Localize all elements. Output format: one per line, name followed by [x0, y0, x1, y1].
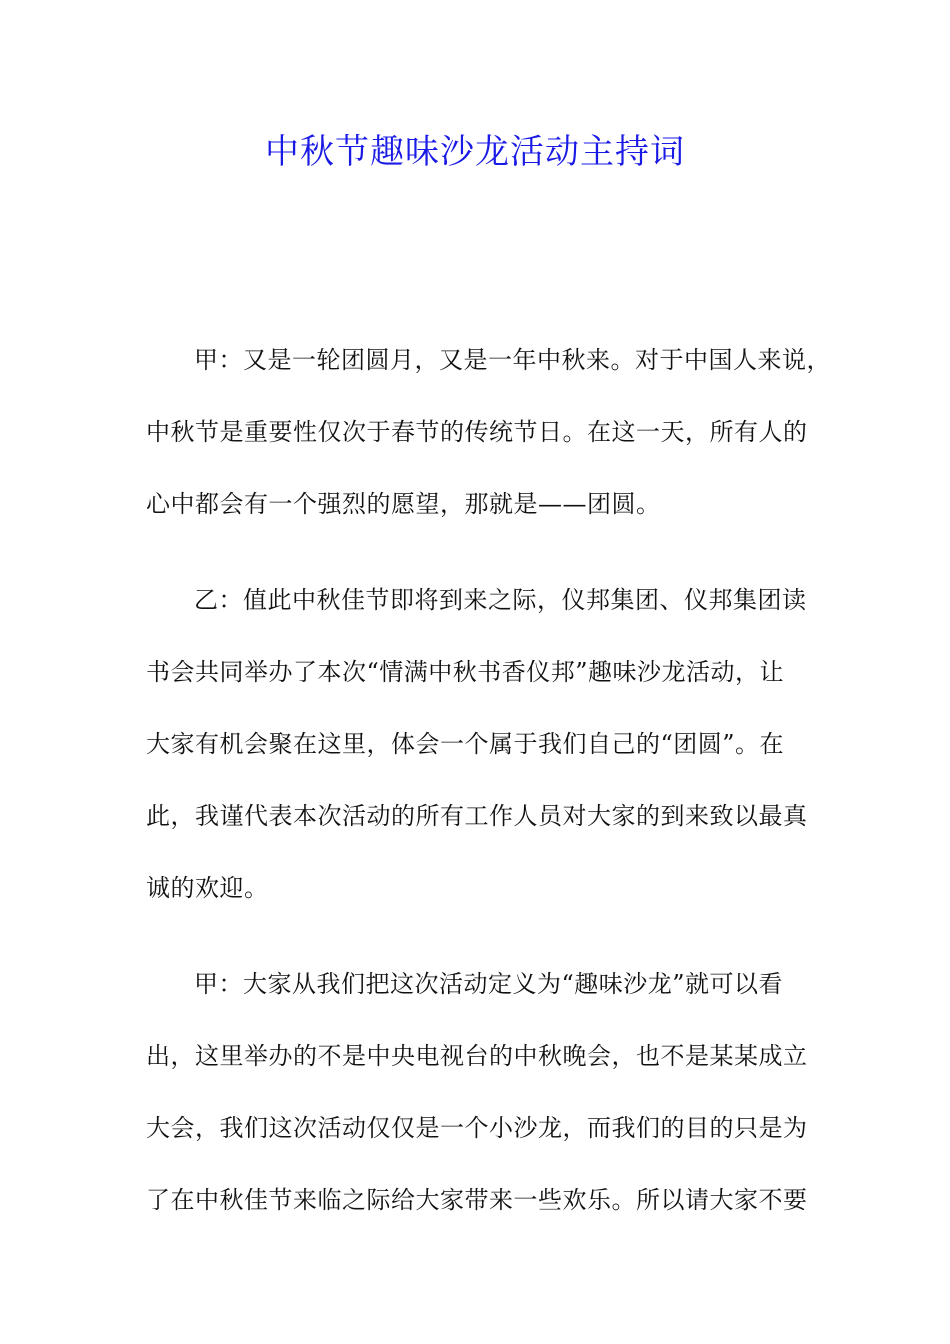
text-line: 甲：又是一轮团圆月，又是一年中秋来。对于中国人来说，: [194, 346, 831, 374]
text-line: 中秋节是重要性仅次于春节的传统节日。在这一天，所有人的: [146, 418, 808, 446]
document-title: 中秋节趣味沙龙活动主持词: [265, 132, 685, 172]
document-body: [146, 336, 831, 1248]
text-line: 心中都会有一个强烈的愿望，那就是——团圆。: [146, 490, 661, 518]
text-line: 乙：值此中秋佳节即将到来之际，仪邦集团、仪邦集团读: [194, 586, 807, 614]
text-line: 出，这里举办的不是中央电视台的中秋晚会，也不是某某成立: [146, 1042, 808, 1070]
text-line: 书会共同举办了本次“情满中秋书香仪邦”趣味沙龙活动，让: [146, 658, 785, 686]
text-line: 诚的欢迎。: [146, 874, 269, 902]
paragraph-2: [146, 576, 810, 936]
text-line: 此，我谨代表本次活动的所有工作人员对大家的到来致以最真: [146, 802, 808, 830]
text-line: 大家有机会聚在这里，体会一个属于我们自己的“团圆”。在: [146, 730, 785, 758]
paragraph-1: [146, 336, 831, 552]
paragraph-3: [146, 960, 810, 1248]
text-line: 大会，我们这次活动仅仅是一个小沙龙，而我们的目的只是为: [146, 1114, 808, 1142]
text-line: 了在中秋佳节来临之际给大家带来一些欢乐。所以请大家不要: [146, 1186, 808, 1214]
text-line: 甲：大家从我们把这次活动定义为“趣味沙龙”就可以看: [194, 970, 784, 998]
